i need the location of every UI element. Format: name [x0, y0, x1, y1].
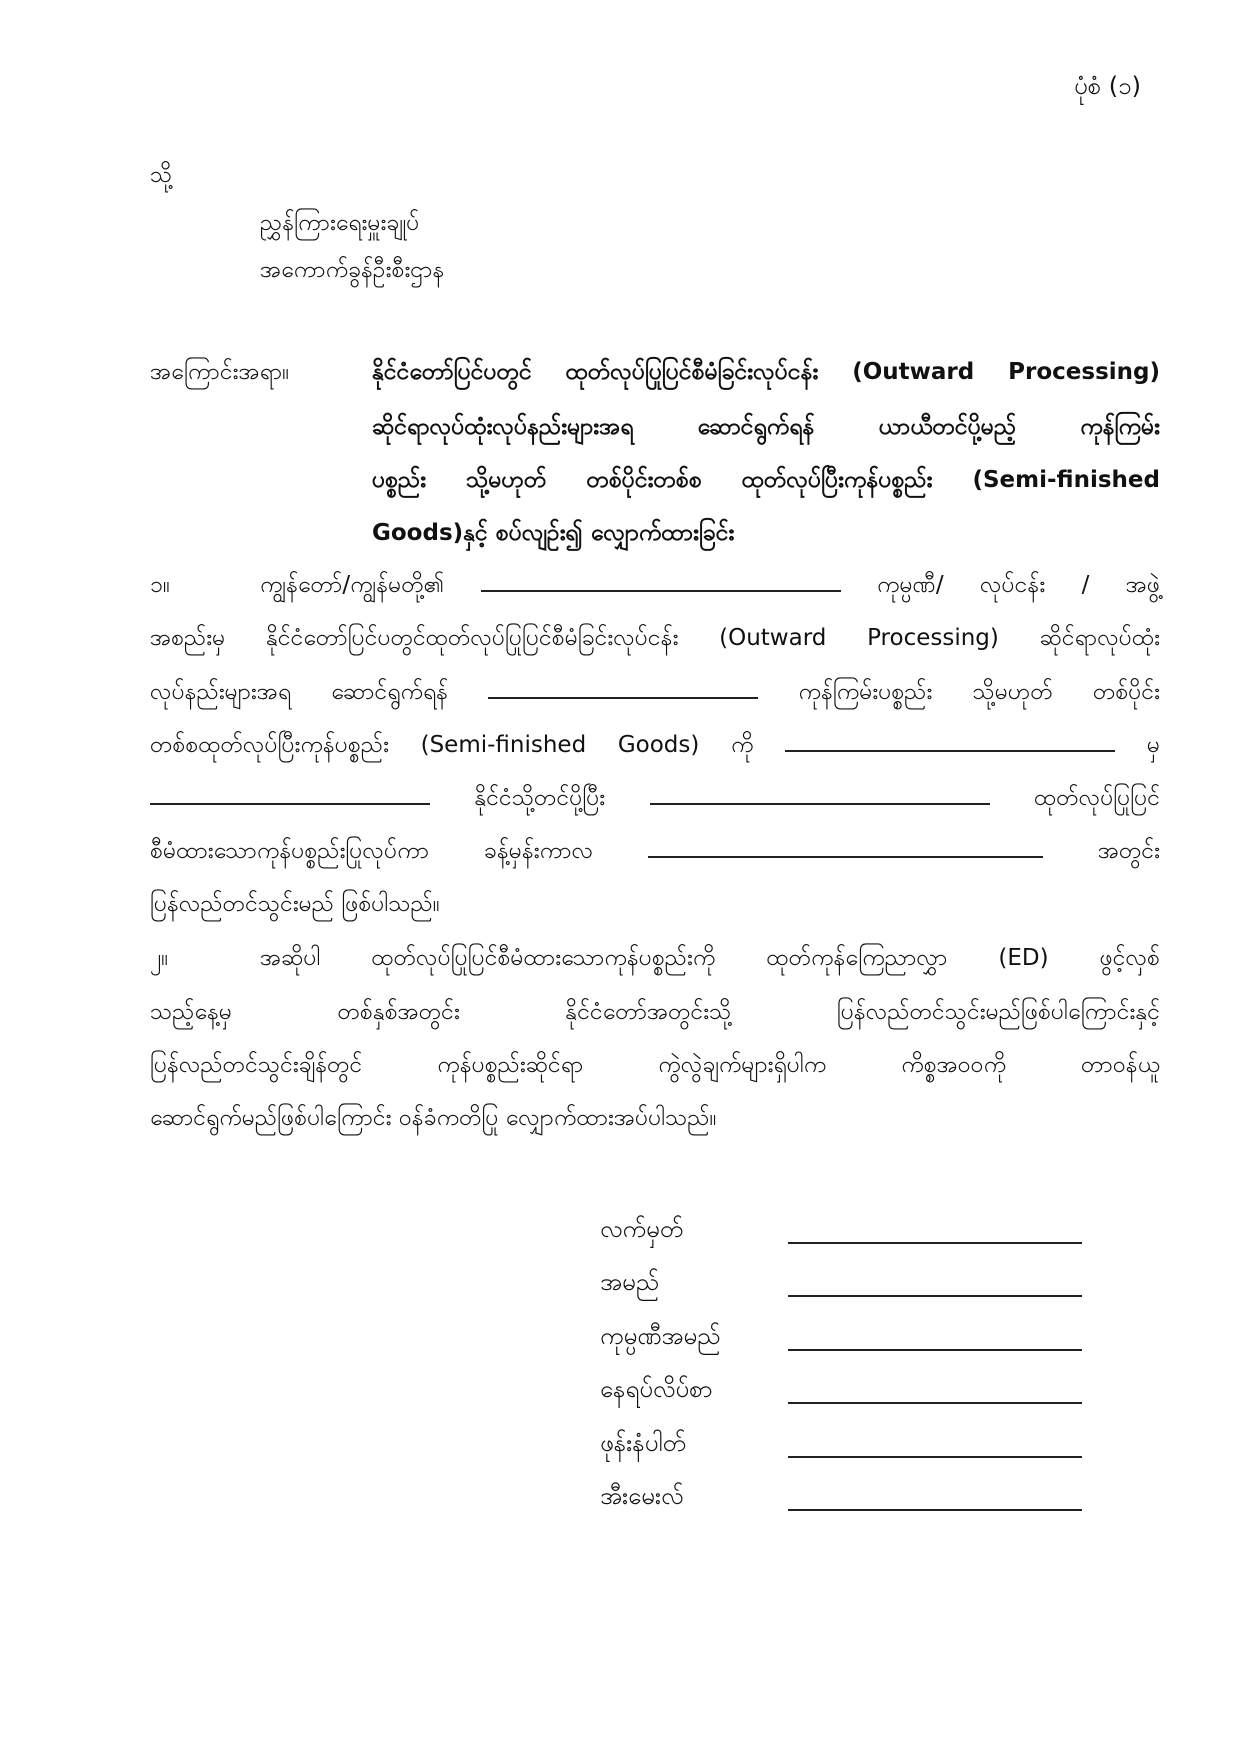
para2-number: ၂။	[150, 945, 169, 971]
para1-text-j: အတွင်း	[1097, 838, 1160, 864]
addressee-department: အကောက်ခွန်ဦးစီးဌာန	[260, 257, 445, 283]
to-label: သို့	[150, 162, 173, 188]
para1-line-1	[150, 570, 1160, 600]
para1-text-a: ကျွန်တော်/ကျွန်မတို့၏	[260, 572, 445, 598]
para2-line-2: သည့်နေ့မှ တစ်နှစ်အတွင်း နိုင်ငံတော်အတွင်းသို့ ပြန်လည်တင်သွင်းမည်ဖြစ်ပါကြောင်းနှင့်	[150, 999, 1160, 1025]
signature-label: လက်မှတ်	[600, 1215, 684, 1243]
para1-text-i: စီမံထားသောကုန်ပစ္စည်းပြုလုပ်ကာ ခန့်မှန်းကာလ	[150, 838, 594, 864]
subject-line-1: နိုင်ငံတော်ပြင်ပတွင် ထုတ်လုပ်ပြုပြင်စီမံခြင်းလုပ်ငန်း (Outward Processing)	[372, 359, 1160, 385]
signature-field[interactable]	[788, 1242, 1082, 1244]
para1-line-3	[150, 677, 1160, 707]
goods-type-blank[interactable]	[488, 679, 758, 699]
phone-label: ဖုန်းနံပါတ်	[600, 1429, 686, 1457]
para2-text-a: အဆိုပါ ထုတ်လုပ်ပြုပြင်စီမံထားသောကုန်ပစ္စည်းကို ထုတ်ကုန်ကြေညာလွှာ (ED) ဖွင့်လှစ်	[260, 945, 1160, 971]
para1-text-b: ကုမ္ပဏီ/ လုပ်ငန်း / အဖွဲ့	[877, 572, 1160, 598]
estimated-period-blank[interactable]	[648, 838, 1043, 858]
company-label: ကုမ္ပဏီအမည်	[600, 1322, 721, 1350]
phone-field[interactable]	[788, 1456, 1082, 1458]
email-field[interactable]	[788, 1509, 1082, 1511]
subject-line-2: ဆိုင်ရာလုပ်ထုံးလုပ်နည်းများအရ ဆောင်ရွက်ရန် ယာယီတင်ပို့မည့် ကုန်ကြမ်း	[372, 414, 1160, 440]
para2-line-3: ပြန်လည်တင်သွင်းချိန်တွင် ကုန်ပစ္စည်းဆိုင်ရာ ကွဲလွဲချက်များရှိပါက ကိစ္စအဝဝကို တာဝန်ယူ	[150, 1052, 1160, 1078]
para1-line-6	[150, 836, 1160, 866]
para1-text-d: ကုန်ကြမ်းပစ္စည်း သို့မဟုတ် တစ်ပိုင်း	[798, 679, 1160, 705]
para1-text-h: ထုတ်လုပ်ပြုပြင်	[1034, 785, 1161, 811]
addressee-title: ညွှန်ကြားရေးမှူးချုပ်	[260, 210, 420, 236]
para1-line-2: အစည်းမှ နိုင်ငံတော်ပြင်ပတွင်ထုတ်လုပ်ပြုပြင်စီမံခြင်းလုပ်ငန်း (Outward Processing) ဆိုင်ရာလုပ်ထုံး	[150, 625, 1160, 651]
name-label: အမည်	[600, 1268, 659, 1296]
company-field[interactable]	[788, 1349, 1082, 1351]
processing-blank[interactable]	[650, 785, 990, 805]
address-field[interactable]	[788, 1402, 1082, 1404]
destination-country-blank[interactable]	[150, 785, 430, 805]
para1-text-c: လုပ်နည်းများအရ ဆောင်ရွက်ရန်	[150, 679, 449, 705]
subject-line-3: ပစ္စည်း သို့မဟုတ် တစ်ပိုင်းတစ်စ ထုတ်လုပ်ပြီးကုန်ပစ္စည်း (Semi-finished	[372, 467, 1160, 493]
origin-blank[interactable]	[785, 732, 1115, 752]
para2-line-4: ဆောင်ရွက်မည်ဖြစ်ပါကြောင်း ဝန်ခံကတိပြု လျှောက်ထားအပ်ပါသည်။	[150, 1105, 717, 1131]
para1-line-4	[150, 730, 1160, 760]
para1-text-g: နိုင်ငံသို့တင်ပို့ပြီး	[474, 785, 606, 811]
para1-text-f: မှ	[1146, 732, 1161, 758]
para1-text-e: တစ်စထုတ်လုပ်ပြီးကုန်ပစ္စည်း (Semi-finished Goods) ကို	[150, 732, 754, 758]
company-name-blank[interactable]	[481, 572, 841, 592]
para1-number: ၁။	[150, 572, 170, 598]
para2-line-1	[150, 943, 1160, 973]
subject-label: အကြောင်းအရာ။	[150, 359, 290, 385]
para1-line-5	[150, 783, 1160, 813]
email-label: အီးမေးလ်	[600, 1482, 684, 1510]
para1-line-7: ပြန်လည်တင်သွင်းမည် ဖြစ်ပါသည်။	[150, 891, 440, 917]
name-field[interactable]	[788, 1295, 1082, 1297]
form-number: ပုံစံ (၁)	[1073, 72, 1141, 100]
subject-line-4: Goods)နှင့် စပ်လျဉ်း၍ လျှောက်ထားခြင်း	[372, 520, 735, 546]
address-label: နေရပ်လိပ်စာ	[600, 1375, 713, 1403]
